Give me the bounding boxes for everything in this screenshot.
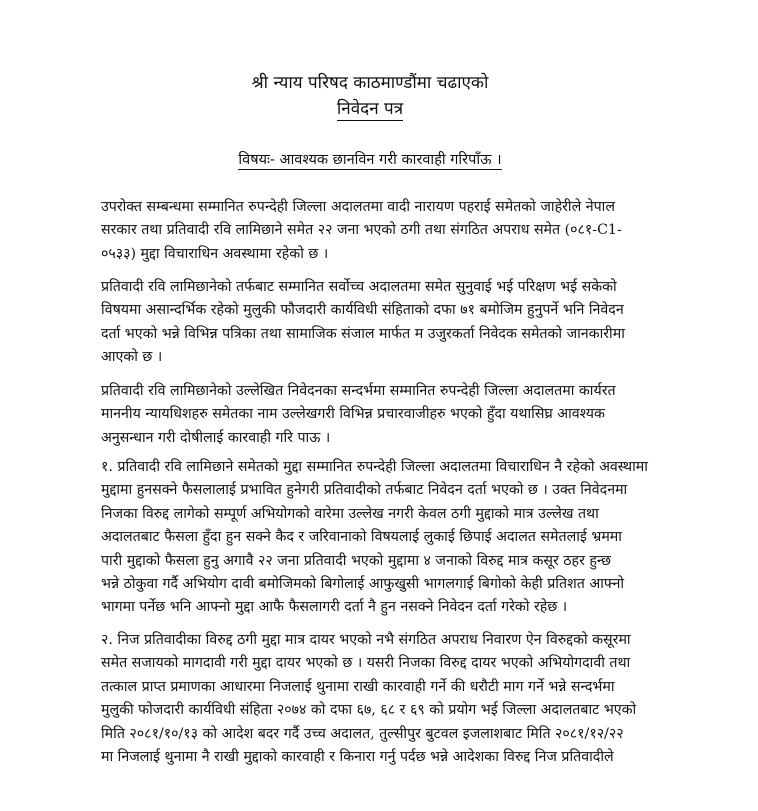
paragraph-line: ०५३३) मुद्दा विचाराधिन अवस्थामा रहेको छ । <box>101 245 329 262</box>
subject-text: विषयः- आवश्यक छानविन गरी कारवाही गरिपाँऊ । <box>238 152 502 168</box>
paragraph-line: २. निज प्रतिवादीका विरुद्द ठगी मुद्दा मात्र दायर भएको नभै संगठित अपराध निवारण ऐन विरुद्दको कसूरमा <box>101 632 631 648</box>
paragraph-line: मिति २०८१/१०/१३ को आदेश बदर गर्दै उच्च अदालत, तुल्सीपुर बुटवल इजलाशबाट मिति २०८१/१२/२२ <box>101 725 624 742</box>
paragraph-line: तत्काल प्राप्त प्रमाणका आधारमा निजलाई थुनामा राखी कारवाही गर्ने की धरौटी माग गर्ने भन्ने सन्दर्भमा <box>101 678 615 695</box>
paragraph-1 <box>101 196 742 266</box>
paragraph-line: विषयमा असान्दर्भिक रहेको मुलुकी फौजदारी कार्यविधी संहिताको दफा ७१ बमोजिम हुनुपर्ने भनि निवेदन <box>101 302 624 319</box>
paragraph-line: अदालतबाट फैसला हुँदा हुन सक्ने कैद र जरिवानाको विषयलाई लुकाई छिपाई अदालत समेतलाई भ्रममा <box>101 529 622 546</box>
paragraph-line: समेत सजायको मागदावी गरी मुद्दा दायर भएको छ । यसरी निजका विरुद्द दायर भएको अभियोगदावी तथा <box>101 655 631 672</box>
paragraph-3 <box>101 380 742 450</box>
paragraph-line: आएको छ । <box>101 349 163 366</box>
paragraph-line: दर्ता भएको भन्ने विभिन्न पत्रिका तथा सामाजिक संजाल मार्फत म उजुरकर्ता निवेदक समेतको जानकारीमा <box>101 325 625 342</box>
paragraph-line: मा निजलाई थुनामा नै राखी मुद्दाको कारवाही र किनारा गर्नु पर्दछ भन्ने आदेशका विरुद्द निज प्रतिवादीले <box>101 749 614 766</box>
paragraph-line: १. प्रतिवादी रवि लामिछाने समेतको मुद्दा सम्मानित रुपन्देही जिल्ला अदालतमा विचाराधिन नै रहेको अवस्थामा <box>101 459 648 475</box>
paragraph-4 <box>101 456 742 620</box>
paragraph-5 <box>101 629 742 769</box>
paragraph-line: अनुसन्धान गरी दोषीलाई कारवाही गरि पाऊ । <box>101 429 331 446</box>
paragraph-line: मुद्दामा हुनसक्ने फैसलालाई प्रभावित हुनेगरी प्रतिवादीको तर्फबाट निवेदन दर्ता भएको छ । उक्त निवेदनमा <box>101 482 628 499</box>
paragraph-line: सरकार तथा प्रतिवादी रवि लामिछाने समेत २२ जना भएको ठगी तथा संगठित अपराध समेत (०८१-C1- <box>101 222 622 239</box>
paragraph-line: पारी मुद्दाको फैसला हुनु अगावै २२ जना प्रतिवादी भएको मुद्दामा ४ जनाको विरुद्द मात्र कसूर ठहर हुन्छ <box>101 552 611 569</box>
paragraph-line: प्रतिवादी रवि लामिछानेको तर्फबाट सम्मानित सर्वोच्च अदालतमा समेत सुनुवाई भई परिक्षण भई सकेको <box>101 279 617 295</box>
paragraph-2 <box>101 276 742 370</box>
paragraph-line: उपरोक्त सम्बन्धमा सम्मानित रुपन्देही जिल्ला अदालतमा वादी नारायण पहराई समेतको जाहेरीले नेपाल <box>101 199 615 215</box>
paragraph-line: भन्ने ठोकुवा गर्दै अभियोग दावी बमोजिमको बिगोलाई आफुखुसी भागलगाई बिगोको केही प्रतिशत आफ्नो <box>101 576 625 593</box>
document-subtitle-text: निवेदन पत्र <box>336 99 404 119</box>
subject-line <box>100 150 640 170</box>
paragraph-line: प्रतिवादी रवि लामिछानेको उल्लेखित निवेदनका सन्दर्भमा सम्मानित रुपन्देही जिल्ला अदालतमा कार्यरत <box>101 383 616 399</box>
paragraph-line: मुलुकी फोजदारी कार्यविधी संहिता २०७४ को दफा ६७, ६८ र ६९ को प्रयोग भई जिल्ला अदालतबाट भएको <box>101 702 637 719</box>
paragraph-line: माननीय न्यायधिशहरु समेतका नाम उल्लेखगरी विभिन्न प्रचारवाजीहरु भएको हुँदा यथासिघ्र आवश्यक <box>101 406 605 423</box>
document-title: श्री न्याय परिषद काठमाण्डौंमा चढाएको <box>251 73 489 93</box>
paragraph-line: निजका विरुद्द लागेको सम्पूर्ण अभियोगको वारेमा उल्लेख नगरी केवल ठगी मुद्दाको मात्र उल्लेख तथा <box>101 505 599 522</box>
paragraph-line: भागमा पर्नेछ भनि आफ्नो मुद्दा आफै फैसलागरी दर्ता नै हुन नसक्ने निवेदन दर्ता गरेको रहेछ । <box>101 599 568 616</box>
document-subtitle <box>100 98 640 120</box>
